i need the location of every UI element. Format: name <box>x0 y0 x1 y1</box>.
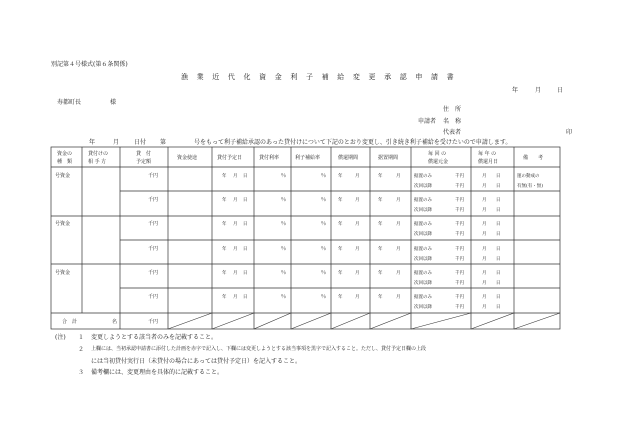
remark-line-1: 運の動成の <box>517 174 540 179</box>
grace-month: 月 <box>396 271 401 276</box>
document-title: 漁 業 近 代 化 資 金 利 子 補 給 変 更 承 認 申 請 書 <box>181 73 457 81</box>
each-repay-yen-2: 千円 <box>455 232 464 237</box>
note-2-text: 上欄には、当初承認申請書に添付した計画を赤字で記入し、下欄には変更しようとする該当事項を黒字で記入すること。ただし、貸付予定日欄の上段 <box>91 346 427 352</box>
date-day: 日 <box>557 87 564 94</box>
date-day: 日 <box>243 295 248 300</box>
intro-text: 号をもって利子補給承認のあった貸付けについて下記のとおり変更し、引き続き利子補給を受けたいので申請します。 <box>194 139 512 146</box>
header-usage: 資金使途 <box>177 155 198 161</box>
rate-percent: ％ <box>281 270 287 276</box>
date-month: 月 <box>233 247 238 252</box>
grace-year: 年 <box>378 174 383 179</box>
header-month-day-1: 毎 年 の <box>478 151 497 157</box>
note-3-text: 備考欄には、変更理由を具体的に記載すること。 <box>91 369 224 376</box>
rate-percent: ％ <box>281 294 287 300</box>
date-year: 年 <box>222 198 227 203</box>
each-repay-label-1: 据置のみ <box>414 222 432 227</box>
subsidy-percent: ％ <box>321 246 327 252</box>
name-label: 名 称 <box>443 118 462 125</box>
period-year: 年 <box>338 174 343 179</box>
header-grace: 据置期間 <box>378 155 399 161</box>
month-day-2b: 日 <box>496 208 501 213</box>
period-month: 月 <box>355 295 360 300</box>
addressee-name: 寿都町長 <box>57 99 82 106</box>
date-month: 月 <box>535 87 542 94</box>
subsidy-percent: ％ <box>321 197 327 203</box>
total-yen: 千円 <box>148 319 159 325</box>
header-month-day-2: 償還月日 <box>478 159 499 165</box>
note-3-number: ３ <box>78 369 85 376</box>
date-month: 月 <box>233 198 238 203</box>
header-loan-date: 貸付予定日 <box>217 155 243 161</box>
period-month: 月 <box>355 271 360 276</box>
each-repay-yen-1: 千円 <box>455 222 464 227</box>
each-repay-label-1: 据置のみ <box>414 295 432 300</box>
header-lender-2: 相 手 方 <box>88 159 107 165</box>
date-month: 月 <box>233 271 238 276</box>
date-year: 年 <box>222 174 227 179</box>
period-month: 月 <box>355 198 360 203</box>
each-repay-label-1: 据置のみ <box>414 247 432 252</box>
month-day-1a: 月 <box>482 295 487 300</box>
month-day-2a: 月 <box>482 257 487 262</box>
representative-label: 代表者 <box>443 129 462 136</box>
subsidy-percent: ％ <box>321 173 327 179</box>
month-day-1b: 日 <box>496 198 501 203</box>
planned-yen: 千円 <box>148 294 159 300</box>
each-repay-yen-2: 千円 <box>455 281 464 286</box>
month-day-2b: 日 <box>496 184 501 189</box>
intro-day-no: 日付 <box>134 139 147 146</box>
each-repay-yen-2: 千円 <box>455 257 464 262</box>
intro-year: 年 <box>89 139 96 146</box>
form-label: 別記第４号様式(第６条関係) <box>51 61 128 68</box>
header-period: 償還期間 <box>338 155 359 161</box>
planned-yen: 千円 <box>148 246 159 252</box>
rate-percent: ％ <box>281 221 287 227</box>
period-month: 月 <box>355 174 360 179</box>
date-day: 日 <box>243 247 248 252</box>
each-repay-label-2: 次回以降 <box>414 184 432 189</box>
date-day: 日 <box>243 271 248 276</box>
header-lender-1: 貸付けの <box>88 151 109 157</box>
date-year: 年 <box>512 87 519 94</box>
header-fund-type-1: 資金の <box>57 151 73 157</box>
month-day-1b: 日 <box>496 174 501 179</box>
period-year: 年 <box>338 198 343 203</box>
month-day-1a: 月 <box>482 271 487 276</box>
grace-month: 月 <box>396 174 401 179</box>
grace-year: 年 <box>378 222 383 227</box>
address-label: 住 所 <box>443 106 462 113</box>
subsidy-percent: ％ <box>321 221 327 227</box>
period-year: 年 <box>338 247 343 252</box>
grace-year: 年 <box>378 271 383 276</box>
total-label: 合 計 <box>62 319 78 325</box>
month-day-2a: 月 <box>482 208 487 213</box>
each-repay-yen-1: 千円 <box>455 174 464 179</box>
period-year: 年 <box>338 222 343 227</box>
month-day-2a: 月 <box>482 305 487 310</box>
group-label: 号資金 <box>55 173 71 179</box>
header-each-repay-1: 毎 回 の <box>428 151 447 157</box>
note-2b-text: には当初貸付実行日（未貸付の場合にあっては貸付予定日）を記入すること。 <box>91 358 301 365</box>
total-unit: 名 <box>112 319 118 325</box>
group-label: 号資金 <box>55 270 71 276</box>
each-repay-label-2: 次回以降 <box>414 232 432 237</box>
month-day-2b: 日 <box>496 232 501 237</box>
month-day-1b: 日 <box>496 222 501 227</box>
each-repay-yen-1: 千円 <box>455 271 464 276</box>
grace-month: 月 <box>396 247 401 252</box>
month-day-1a: 月 <box>482 198 487 203</box>
each-repay-label-1: 据置のみ <box>414 174 432 179</box>
period-year: 年 <box>338 295 343 300</box>
period-month: 月 <box>355 247 360 252</box>
grace-month: 月 <box>396 198 401 203</box>
subsidy-percent: ％ <box>321 294 327 300</box>
header-planned-1: 貸 付 <box>136 151 152 157</box>
month-day-1a: 月 <box>482 222 487 227</box>
date-day: 日 <box>243 174 248 179</box>
grace-month: 月 <box>396 295 401 300</box>
each-repay-yen-2: 千円 <box>455 305 464 310</box>
date-year: 年 <box>222 222 227 227</box>
note-1-number: １ <box>78 334 85 341</box>
each-repay-label-2: 次回以降 <box>414 208 432 213</box>
period-month: 月 <box>355 222 360 227</box>
month-day-1a: 月 <box>482 247 487 252</box>
date-month: 月 <box>233 222 238 227</box>
group-label: 号資金 <box>55 221 71 227</box>
month-day-2b: 日 <box>496 305 501 310</box>
header-each-repay-2: 償還元金 <box>428 159 449 165</box>
grace-month: 月 <box>396 222 401 227</box>
addressee-honorific: 様 <box>110 99 117 106</box>
date-year: 年 <box>222 295 227 300</box>
rate-percent: ％ <box>281 173 287 179</box>
month-day-2a: 月 <box>482 232 487 237</box>
month-day-1b: 日 <box>496 247 501 252</box>
planned-yen: 千円 <box>148 270 159 276</box>
month-day-2a: 月 <box>482 184 487 189</box>
header-rate: 貸付利率 <box>259 155 280 161</box>
period-year: 年 <box>338 271 343 276</box>
month-day-2a: 月 <box>482 281 487 286</box>
header-subsidy-rate: 利子補給率 <box>295 155 321 161</box>
header-remarks: 備 考 <box>523 155 544 161</box>
each-repay-yen-1: 千円 <box>455 247 464 252</box>
rate-percent: ％ <box>281 197 287 203</box>
each-repay-label-2: 次回以降 <box>414 305 432 310</box>
seal-mark: 印 <box>566 129 573 136</box>
notes-heading: (注) <box>55 334 66 341</box>
header-fund-type-2: 種 類 <box>57 159 73 165</box>
date-month: 月 <box>233 174 238 179</box>
rate-percent: ％ <box>281 246 287 252</box>
date-day: 日 <box>243 222 248 227</box>
grace-year: 年 <box>378 247 383 252</box>
intro-no: 第 <box>160 139 167 146</box>
month-day-2b: 日 <box>496 281 501 286</box>
date-year: 年 <box>222 247 227 252</box>
month-day-1a: 月 <box>482 174 487 179</box>
date-month: 月 <box>233 295 238 300</box>
each-repay-yen-2: 千円 <box>455 208 464 213</box>
date-day: 日 <box>243 198 248 203</box>
intro-month: 月 <box>113 139 120 146</box>
header-planned-2: 予定額 <box>136 159 152 165</box>
each-repay-yen-1: 千円 <box>455 198 464 203</box>
planned-yen: 千円 <box>148 197 159 203</box>
subsidy-percent: ％ <box>321 270 327 276</box>
planned-yen: 千円 <box>148 221 159 227</box>
each-repay-yen-1: 千円 <box>455 295 464 300</box>
remark-line-2: 有無(有・無) <box>517 184 544 189</box>
month-day-1b: 日 <box>496 295 501 300</box>
each-repay-label-1: 据置のみ <box>414 271 432 276</box>
each-repay-label-2: 次回以降 <box>414 257 432 262</box>
note-2-number: ２ <box>78 346 85 353</box>
month-day-1b: 日 <box>496 271 501 276</box>
applicant-label: 申請者 <box>418 118 437 125</box>
each-repay-yen-2: 千円 <box>455 184 464 189</box>
grace-year: 年 <box>378 198 383 203</box>
each-repay-label-2: 次回以降 <box>414 281 432 286</box>
date-year: 年 <box>222 271 227 276</box>
each-repay-label-1: 据置のみ <box>414 198 432 203</box>
note-1-text: 変更しようとする該当者のみを記載すること。 <box>91 334 218 341</box>
grace-year: 年 <box>378 295 383 300</box>
planned-yen: 千円 <box>148 173 159 179</box>
month-day-2b: 日 <box>496 257 501 262</box>
